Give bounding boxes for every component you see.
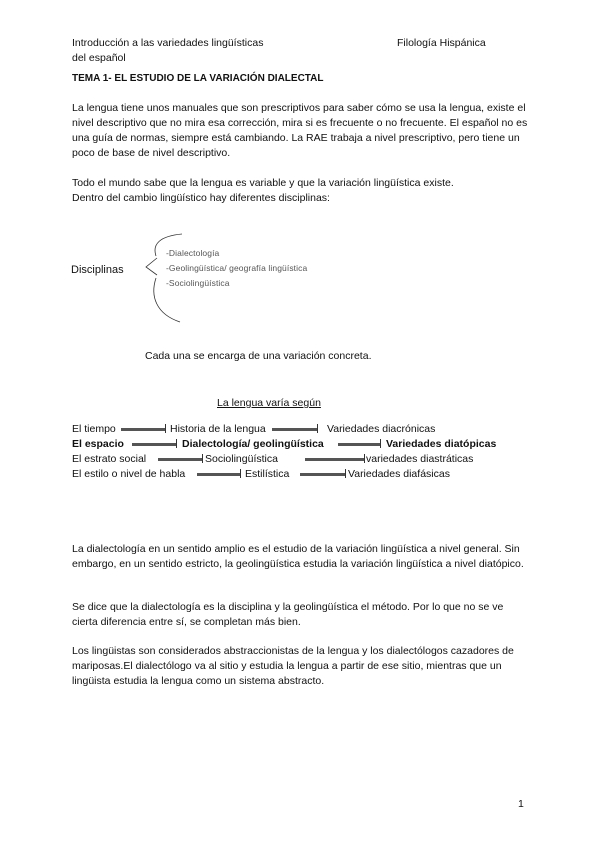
arrow-icon <box>121 428 165 431</box>
brace-tip <box>146 258 157 275</box>
variation-variety: Variedades diacrónicas <box>327 423 436 435</box>
variation-discipline: Dialectología/ geolingüística <box>182 438 324 450</box>
paragraph-prescriptivo: La lengua tiene unos manuales que son prescriptivos para saber cómo se usa la lengua, existe el nivel descriptivo que no mira esa corrección, mira si es frecuente o no frecuente. El español no es una guía de normas, siempre está cambiando. La RAE trabaja a nivel prescriptivo, pero tiene un poco de base de nivel descriptivo. <box>72 102 528 159</box>
variation-discipline: Estilística <box>245 468 290 480</box>
discipline-item-sociolinguistica: -Sociolingüística <box>166 278 230 288</box>
discipline-item-geolinguistica: -Geolingüística/ geografía lingüística <box>166 263 308 273</box>
arrow-icon <box>272 428 317 431</box>
header-department: Filología Hispánica <box>397 37 486 49</box>
arrow-icon <box>300 473 345 476</box>
paragraph-variable-line1: Todo el mundo sabe que la lengua es variable y que la variación lingüística existe. <box>72 177 454 189</box>
variation-factor: El estrato social <box>72 453 147 465</box>
variation-discipline: Historia de la lengua <box>170 423 266 435</box>
variation-factor: El espacio <box>72 438 124 450</box>
section-subtitle: La lengua varía según <box>217 397 321 409</box>
arrow-icon <box>305 458 364 461</box>
cada-una-text: Cada una se encarga de una variación concreta. <box>145 350 372 362</box>
paragraph-variable <box>72 176 528 206</box>
variation-variety: variedades diastráticas <box>366 453 474 465</box>
paragraph-disciplina-metodo: Se dice que la dialectología es la disciplina y la geolingüística el método. Por lo que no se ve cierta diferencia entre sí, se completan más bien. <box>72 601 504 628</box>
variation-variety: Variedades diafásicas <box>348 468 450 480</box>
arrow-icon <box>338 443 380 446</box>
header-course: Introducción a las variedades lingüísticas del español <box>72 37 264 64</box>
variation-row-espacio <box>72 437 532 452</box>
variation-factor: El tiempo <box>72 423 116 435</box>
paragraph-linguistas: Los lingüistas son considerados abstraccionistas de la lengua y los dialectólogos cazadores de mariposas.El dialectólogo va al sitio y estudia la lengua a partir de ese sitio, mientras que un lingüista estudia la lengua como un sistema abstracto. <box>72 645 514 687</box>
discipline-item-dialectologia: -Dialectología <box>166 248 220 258</box>
page-number: 1 <box>518 798 524 810</box>
paragraph-variable-line2: Dentro del cambio lingüístico hay diferentes disciplinas: <box>72 192 330 204</box>
variation-row-estrato <box>72 452 532 467</box>
variation-row-estilo <box>72 467 532 482</box>
variation-factor: El estilo o nivel de habla <box>72 468 186 480</box>
arrow-icon <box>158 458 202 461</box>
document-title: TEMA 1- EL ESTUDIO DE LA VARIACIÓN DIALECTAL <box>72 73 324 84</box>
variation-row-tiempo <box>72 422 532 437</box>
paragraph-dialectologia: La dialectología en un sentido amplio es el estudio de la variación lingüística a nivel general. Sin embargo, en un sentido estricto, la geolingüística estudia la variación lingüística a nivel diatópico. <box>72 543 524 570</box>
variation-variety: Variedades diatópicas <box>386 438 497 450</box>
variation-discipline: Sociolingüística <box>205 453 278 465</box>
arrow-icon <box>197 473 240 476</box>
disciplines-label: Disciplinas <box>71 264 124 276</box>
arrow-icon <box>132 443 176 446</box>
